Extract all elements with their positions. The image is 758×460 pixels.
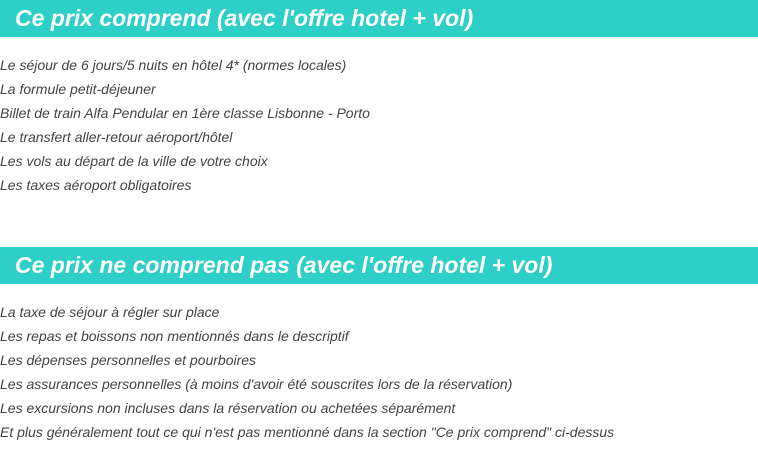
includes-list-item: Les vols au départ de la ville de votre choix (0, 153, 268, 169)
excludes-list-item: Les dépenses personnelles et pourboires (0, 352, 257, 368)
includes-list-item: Le séjour de 6 jours/5 nuits en hôtel 4* (normes locales) (0, 57, 347, 73)
includes-list-item: Billet de train Alfa Pendular en 1ère classe Lisbonne - Porto (0, 105, 370, 121)
includes-list-item: La formule petit-déjeuner (0, 81, 156, 97)
includes-section-title: Ce prix comprend (avec l'offre hotel + vol) (0, 0, 758, 37)
excludes-list-item: Et plus généralement tout ce qui n'est pas mentionné dans la section "Ce prix comprend" ci-dessus (0, 424, 615, 440)
includes-list (0, 53, 370, 197)
excludes-list-item: Les assurances personnelles (à moins d'avoir été souscrites lors de la réservation) (0, 376, 513, 392)
excludes-list (0, 300, 614, 444)
includes-list-item: Le transfert aller-retour aéroport/hôtel (0, 129, 233, 145)
excludes-list-item: La taxe de séjour à régler sur place (0, 304, 220, 320)
excludes-list-item: Les excursions non incluses dans la réservation ou achetées séparément (0, 400, 456, 416)
excludes-list-item: Les repas et boissons non mentionnés dans le descriptif (0, 328, 349, 344)
excludes-section-title: Ce prix ne comprend pas (avec l'offre hotel + vol) (0, 247, 758, 284)
includes-list-item: Les taxes aéroport obligatoires (0, 177, 192, 193)
